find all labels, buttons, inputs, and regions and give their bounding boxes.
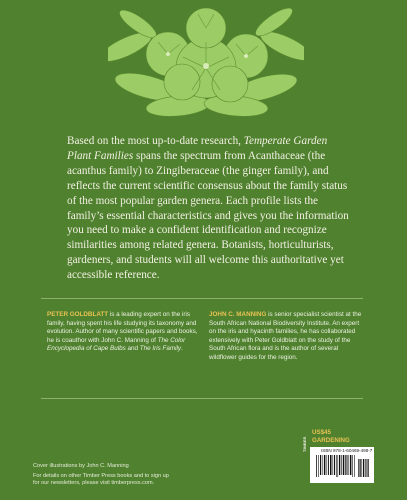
category: GARDENING bbox=[312, 436, 350, 444]
author-bio-goldblatt bbox=[47, 311, 202, 354]
book-reference: The Iris Family bbox=[139, 345, 182, 352]
book-reference: The Color Encyclopedia of Cape Bulbs bbox=[47, 336, 186, 352]
price: US$45 bbox=[312, 429, 331, 436]
author-name: PETER GOLDBLATT bbox=[47, 311, 109, 318]
bio-text: is senior specialist scientist at the South African National Biodiversity Institute. An expert on the iris and hyacinth families, he has collaborated extensively with Peter Goldblatt on the study of the South African flora and is the author of several wildflower guides for the region. bbox=[209, 311, 362, 361]
footer-credits bbox=[33, 463, 169, 488]
barcode-bars bbox=[312, 455, 372, 480]
illustration-credit: Cover illustrations by John C. Manning bbox=[33, 463, 129, 469]
description-blurb bbox=[67, 134, 350, 283]
book-title: Temperate Garden Plant Families bbox=[67, 135, 328, 162]
blurb-body: spans the spectrum from Acanthaceae (the acanthus family) to Zingiberaceae (the ginger family), and reflects the current scientific consensus about the family status of the most popular garden genera. Each profile lists the family’s essential characteristics and gives you the information you need to make a confident identification and recognize similarities among related genera. Botanists, horticulturists, gardeners, and students will all welcome this authoritative yet accessible reference. bbox=[67, 149, 349, 282]
isbn-number: ISBN 978-1-60469-498-7 bbox=[321, 448, 373, 453]
author-name: JOHN C. MANNING bbox=[209, 311, 267, 318]
bio-text: . bbox=[181, 345, 183, 352]
publisher-info: For details on other Timber Press books and to sign up bbox=[33, 473, 169, 480]
bio-text: and bbox=[125, 345, 140, 352]
flower-illustration bbox=[108, 2, 304, 122]
blurb-lead: Based on the most up-to-date research, bbox=[67, 135, 244, 147]
publisher-info: for our newsletters, please visit timberpress.com. bbox=[33, 480, 155, 487]
divider-top bbox=[41, 298, 363, 299]
barcode bbox=[310, 447, 374, 483]
divider-bottom bbox=[41, 398, 363, 399]
bio-text: is a leading expert on the iris family, having spent his life studying its taxonomy and evolution. Author of many scientific papers and books, he is coauthor with John C. Manning of bbox=[47, 311, 198, 344]
price-block bbox=[312, 429, 350, 444]
author-bio-manning bbox=[209, 311, 364, 362]
publisher-mark: TIMBER bbox=[302, 436, 307, 452]
